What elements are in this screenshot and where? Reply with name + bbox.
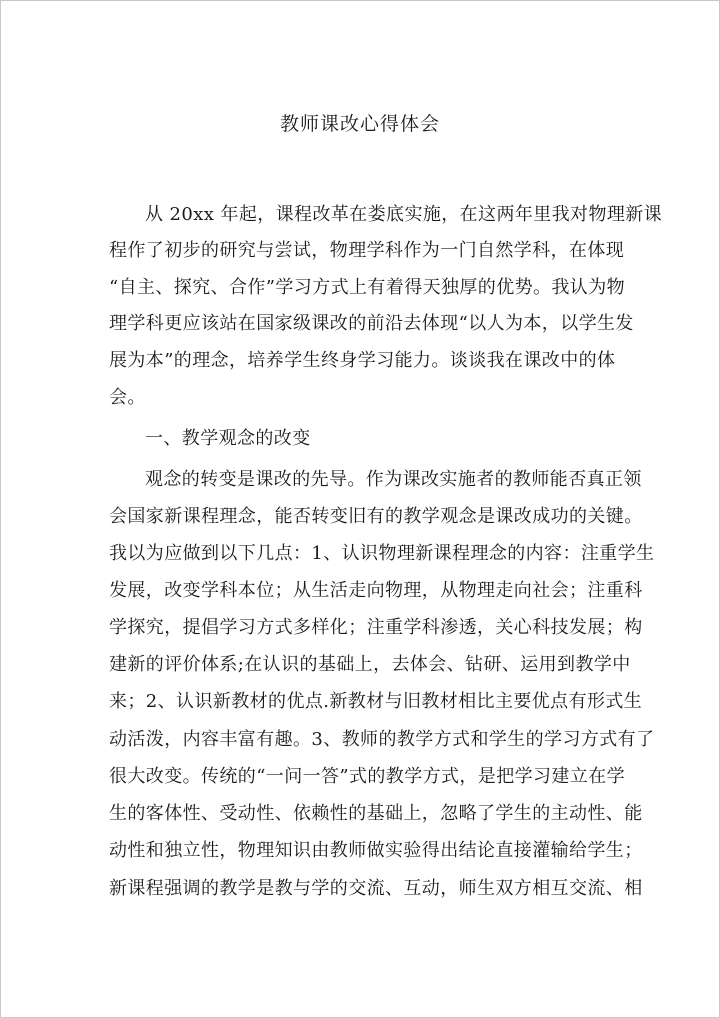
paragraph-1-line: 从 20xx 年起，课程改革在娄底实施，在这两年里我对物理新课 (145, 204, 663, 225)
paragraph-1-line: 理学科更应该站在国家级课改的前沿去体现“以人为本，以学生发 (109, 313, 634, 334)
paragraph-2-line: 观念的转变是课改的先导。作为课改实施者的教师能否真正领 (145, 469, 642, 490)
document-title: 教师课改心得体会 (279, 113, 440, 135)
paragraph-2-line: 来；2、认识新教材的优点.新教材与旧教材相比主要优点有形式生 (109, 691, 643, 712)
paragraph-2-line: 很大改变。传统的“一问一答”式的教学方式，是把学习建立在学 (109, 766, 626, 787)
paragraph-2-line: 动活泼，内容丰富有趣。3、教师的教学方式和学生的学习方式有了 (109, 729, 655, 750)
paragraph-2-line: 新课程强调的教学是教与学的交流、互动，师生双方相互交流、相 (109, 878, 643, 899)
section-heading: 一、教学观念的改变 (145, 428, 311, 449)
paragraph-1-line: 程作了初步的研究与尝试，物理学科作为一门自然学科，在体现 (109, 240, 625, 261)
paragraph-1-line: 会。 (109, 387, 146, 408)
paragraph-2-line: 动性和独立性，物理知识由教师做实验得出结论直接灌输给学生； (109, 840, 643, 861)
paragraph-2-line: 会国家新课程理念，能否转变旧有的教学观念是课改成功的关键。 (109, 506, 643, 527)
paragraph-1-line: “自主、探究、合作”学习方式上有着得天独厚的优势。我认为物 (109, 277, 626, 298)
paragraph-2-line: 学探究，提倡学习方式多样化；注重学科渗透，关心科技发展；构 (109, 617, 643, 638)
paragraph-2-line: 生的客体性、受动性、依赖性的基础上，忽略了学生的主动性、能 (109, 803, 643, 824)
paragraph-2-line: 发展，改变学科本位；从生活走向物理，从物理走向社会；注重科 (109, 580, 643, 601)
paragraph-2-line: 我以为应做到以下几点：1、认识物理新课程理念的内容：注重学生 (109, 543, 655, 564)
paragraph-2-line: 建新的评价体系;在认识的基础上，去体会、钻研、运用到教学中 (109, 654, 631, 675)
paragraph-1-line: 展为本”的理念，培养学生终身学习能力。谈谈我在课改中的体 (109, 350, 616, 371)
